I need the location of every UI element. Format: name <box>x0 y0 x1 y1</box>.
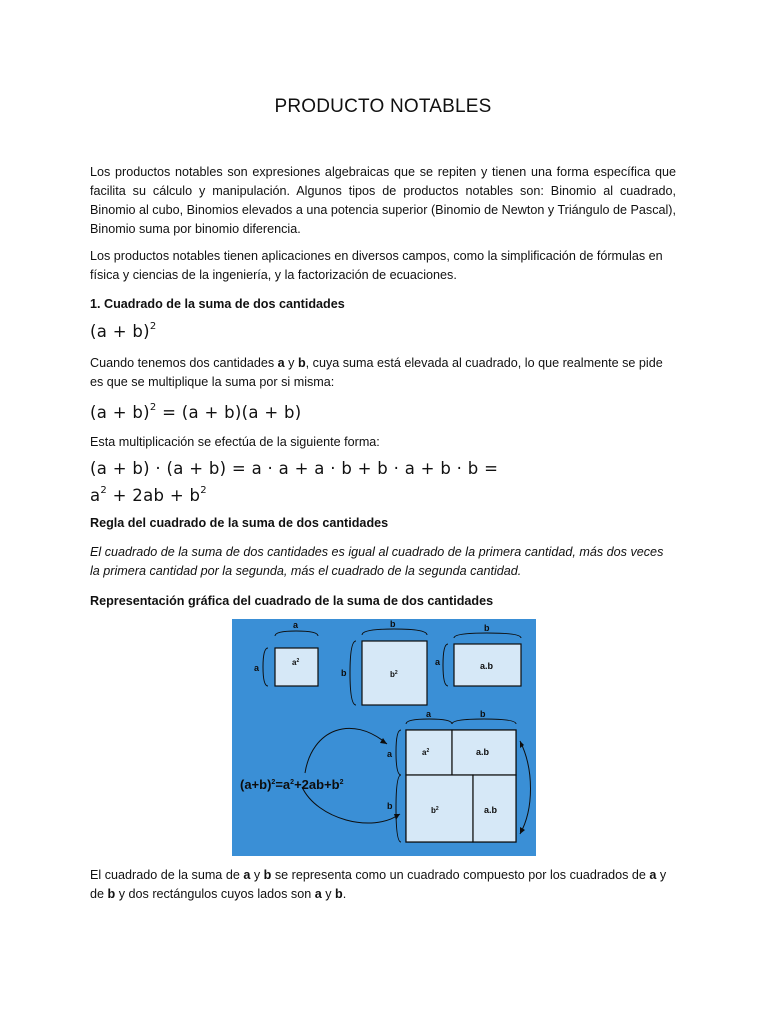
square-a2 <box>275 648 318 686</box>
label-top-b-rect: b <box>484 623 490 633</box>
square-sum-diagram <box>232 619 536 856</box>
multiplication-note: Esta multiplicación se efectúa de la siguiente forma: <box>90 435 380 449</box>
formula-multiplication-line-2: $a^2 + 2ab + b^2$ <box>90 484 207 505</box>
text-ab-top: a.b <box>480 661 494 671</box>
explanation-paragraph: Cuando tenemos dos cantidades a y b, cuya suma está elevada al cuadrado, lo que realmente se pide es que se multiplique la suma por si misma: <box>90 356 663 389</box>
intro-paragraph-1: Los productos notables son expresiones algebraicas que se repiten y tienen una forma específica que facilita su cálculo y manipulación. Algunos tipos de productos notables son: Binomio al cuadrado, Binomio al cubo, Binomios elevados a una potencia superior (Binomio de Newton y Triángulo de Pascal), Binomio suma por binomio diferencia. <box>90 165 676 236</box>
graphic-heading: Representación gráfica del cuadrado de la suma de dos cantidades <box>90 594 494 608</box>
page-title: PRODUCTO NOTABLES <box>274 96 492 117</box>
label-composite-top-a: a <box>426 709 432 719</box>
rule-text: El cuadrado de la suma de dos cantidades es igual al cuadrado de la primera cantidad, más dos veces la primera cantidad por la segunda, más el cuadrado de la segunda cantidad. <box>90 545 664 578</box>
formula-exponent: 2 <box>149 320 157 332</box>
formula-multiplication-line-1: (a + b) · (a + b) = a · a + a · b + b · a + b · b = <box>90 459 499 478</box>
text-a2: $a^2$ <box>292 658 300 667</box>
text-composite-ab-bottom: a.b <box>484 805 498 815</box>
label-composite-left-a: a <box>387 749 393 759</box>
formula-square-sum <box>90 322 157 341</box>
var-a: a <box>277 356 285 370</box>
composite-b2 <box>406 775 473 842</box>
label-top-a: a <box>293 620 299 630</box>
label-left-a-rect: a <box>435 657 441 667</box>
rule-heading: Regla del cuadrado de la suma de dos cantidades <box>90 516 389 530</box>
section-1-heading: 1. Cuadrado de la suma de dos cantidades <box>90 297 345 311</box>
text-composite-ab-top: a.b <box>476 747 490 757</box>
closing-paragraph: El cuadrado de la suma de a y b se representa como un cuadrado compuesto por los cuadrados de a y de b y dos rectángulos cuyos lados son a y b. <box>90 868 667 901</box>
diagram-svg <box>232 619 536 856</box>
formula-expansion: $(a + b)^2 = (a + b)(a + b)$ <box>90 401 302 422</box>
diagram-formula: $(a+b)^2=a^2+2ab+b^2$ <box>240 777 344 792</box>
label-left-b: b <box>341 668 347 678</box>
label-composite-left-b: b <box>387 801 393 811</box>
label-top-b: b <box>390 619 396 629</box>
label-left-a: a <box>254 663 260 673</box>
text-b2: $b^2$ <box>390 670 398 679</box>
var-b: b <box>297 356 306 370</box>
formula-base: (a + b) <box>90 322 150 341</box>
intro-paragraph-2: Los productos notables tienen aplicaciones en diversos campos, como la simplificación de fórmulas en física y ciencias de la ingeniería, y la factorización de ecuaciones. <box>90 249 663 282</box>
text-composite-b2: $b^2$ <box>431 806 439 815</box>
label-composite-top-b: b <box>480 709 486 719</box>
text-composite-a2: $a^2$ <box>422 748 430 757</box>
